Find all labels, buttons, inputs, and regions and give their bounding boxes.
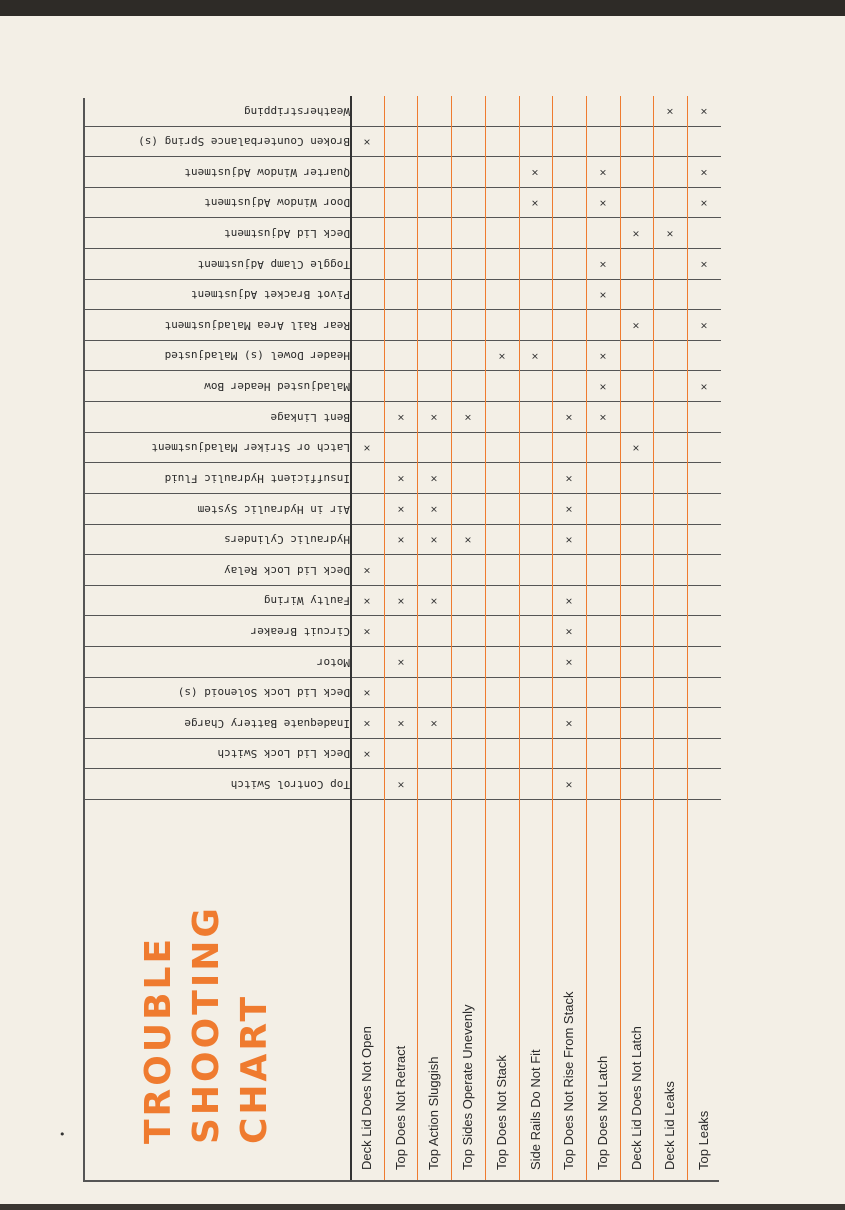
cause-mark: × [595,352,610,360]
problem-label: Top Leaks [696,1110,711,1170]
row-divider [620,96,621,1180]
cause-mark: × [696,322,711,330]
column-divider [85,309,721,310]
cause-mark: × [562,413,577,421]
cause-mark: × [393,719,408,727]
cause-header: Circuit Breaker [250,625,350,639]
column-divider [85,615,721,616]
cause-mark: × [393,505,408,513]
problem-label: Top Does Not Rise From Stack [561,991,577,1170]
cause-mark: × [562,475,577,483]
cause-mark: × [427,597,442,605]
row-divider [653,96,654,1180]
cause-mark: × [629,444,644,452]
column-divider [85,432,721,433]
cause-mark: × [427,505,442,513]
column-divider [85,554,721,555]
problem-row [519,96,553,1180]
cause-mark: × [562,505,577,513]
cause-mark: × [393,475,408,483]
cause-mark: × [359,566,374,574]
cause-mark: × [427,413,442,421]
cause-mark: × [595,169,610,177]
problem-row [653,96,687,1180]
cause-header: Deck Lid Lock Switch [217,747,350,761]
column-divider [85,156,721,157]
row-divider [451,96,452,1180]
problem-row [350,96,384,1180]
problem-row [552,96,586,1180]
cause-mark: × [528,169,543,177]
title-line-3: CHART [234,993,275,1144]
cause-header: Inadequate Battery Charge [184,717,350,730]
cause-mark: × [393,413,408,421]
column-divider [85,370,721,371]
cause-mark: × [494,352,509,360]
cause-header: Deck Lid Adjustment [224,227,350,241]
cause-mark: × [393,597,408,605]
rotated-chart-frame [83,98,719,1182]
cause-mark: × [359,138,374,146]
cause-mark: × [663,107,678,115]
column-divider [85,401,721,402]
column-divider [85,799,721,800]
problem-row [451,96,485,1180]
cause-mark: × [562,597,577,605]
cause-header: Pivot Bracket Adjustment [191,288,350,302]
cause-header: Door Window Adjustment [204,196,350,210]
cause-mark: × [393,536,408,544]
cause-header: Faulty Wiring [263,594,350,608]
cause-header: Air in Hydraulic System [197,502,350,516]
cause-mark: × [393,658,408,666]
cause-header: Weatherstripping [244,104,350,118]
cause-header: Latch or Striker Maladjustment [151,441,350,455]
cause-mark: × [696,169,711,177]
cause-header: Motor [316,655,350,669]
cause-header: Toggle Clamp Adjustment [197,257,350,271]
cause-mark: × [562,658,577,666]
header-divider [350,96,352,1180]
problem-label: Deck Lid Does Not Latch [628,1026,644,1170]
problem-label: Top Sides Operate Unevenly [460,1004,476,1170]
cause-header: Insufficient Hydraulic Fluid [164,472,350,486]
cause-mark: × [595,199,610,207]
cause-mark: × [595,260,610,268]
row-divider [552,96,553,1180]
problem-row [485,96,519,1180]
row-divider [519,96,520,1180]
cause-mark: × [427,719,442,727]
title-line-1: TROUBLE [138,935,179,1144]
cause-mark: × [359,444,374,452]
cause-mark: × [528,199,543,207]
column-divider [85,248,721,249]
row-divider [485,96,486,1180]
cause-header: Broken Counterbalance Spring (s) [138,135,350,149]
cause-header: Rear Rail Area Maladjustment [164,319,350,333]
cause-mark: × [696,199,711,207]
title-line-2: SHOOTING [186,905,227,1144]
column-divider [85,707,721,708]
cause-header: Hydraulic Cylinders [224,533,350,547]
problem-label: Top Action Sluggish [426,1056,442,1170]
cause-mark: × [427,475,442,483]
cause-mark: × [595,291,610,299]
problem-row [417,96,451,1180]
cause-mark: × [629,230,644,238]
column-divider [85,279,721,280]
problem-rows [350,96,721,1180]
cause-mark: × [359,719,374,727]
cause-header: Deck Lid Lock Solenoid (s) [177,686,350,700]
cause-mark: × [359,750,374,758]
cause-mark: × [562,781,577,789]
cause-mark: × [562,628,577,636]
cause-mark: × [562,536,577,544]
column-divider [85,462,721,463]
cause-mark: × [359,689,374,697]
column-divider [85,493,721,494]
cause-mark: × [595,413,610,421]
cause-mark: × [359,597,374,605]
row-divider [586,96,587,1180]
problem-label: Deck Lid Leaks [662,1081,678,1170]
column-divider [85,126,721,127]
cause-mark: × [696,383,711,391]
cause-mark: × [663,230,678,238]
problem-label: Deck Lid Does Not Open [359,1026,374,1170]
column-divider [85,585,721,586]
column-divider [85,187,721,188]
page-dot: • [59,1128,66,1141]
trouble-shooting-chart [83,98,719,1182]
cause-mark: × [562,719,577,727]
problem-row [384,96,418,1180]
cause-mark: × [696,260,711,268]
cause-mark: × [460,536,475,544]
column-divider [85,738,721,739]
problem-label: Top Does Not Latch [594,1055,610,1170]
cause-mark: × [528,352,543,360]
problem-label: Top Does Not Stack [493,1055,509,1170]
cause-header: Maladjusted Header Bow [204,380,350,394]
column-divider [85,340,721,341]
cause-mark: × [393,781,408,789]
problem-label: Top Does Not Retract [392,1045,408,1170]
column-divider [85,524,721,525]
problem-row [586,96,620,1180]
cause-header: Top Control Switch [230,778,350,792]
column-divider [85,677,721,678]
cause-mark: × [595,383,610,391]
row-divider [687,96,688,1180]
cause-header: Deck Lid Lock Relay [224,563,350,577]
cause-mark: × [460,413,475,421]
cause-headers [85,96,350,1180]
cause-mark: × [427,536,442,544]
cause-mark: × [696,107,711,115]
cause-header: Quarter Window Adjustment [184,166,350,180]
trouble-shooting-chart-page [83,98,719,1182]
bottom-edge [0,1204,845,1210]
row-divider [417,96,418,1180]
column-divider [85,646,721,647]
cause-mark: × [629,322,644,330]
cause-header: Bent Linkage [270,410,350,424]
cause-mark: × [359,628,374,636]
cause-header: Header Dowel (s) Maladjusted [164,349,350,363]
column-divider [85,217,721,218]
row-divider [384,96,385,1180]
problem-row [620,96,654,1180]
top-edge [0,0,845,16]
column-divider [85,768,721,769]
problem-label: Side Rails Do Not Fit [527,1049,543,1170]
problem-row [687,96,721,1180]
